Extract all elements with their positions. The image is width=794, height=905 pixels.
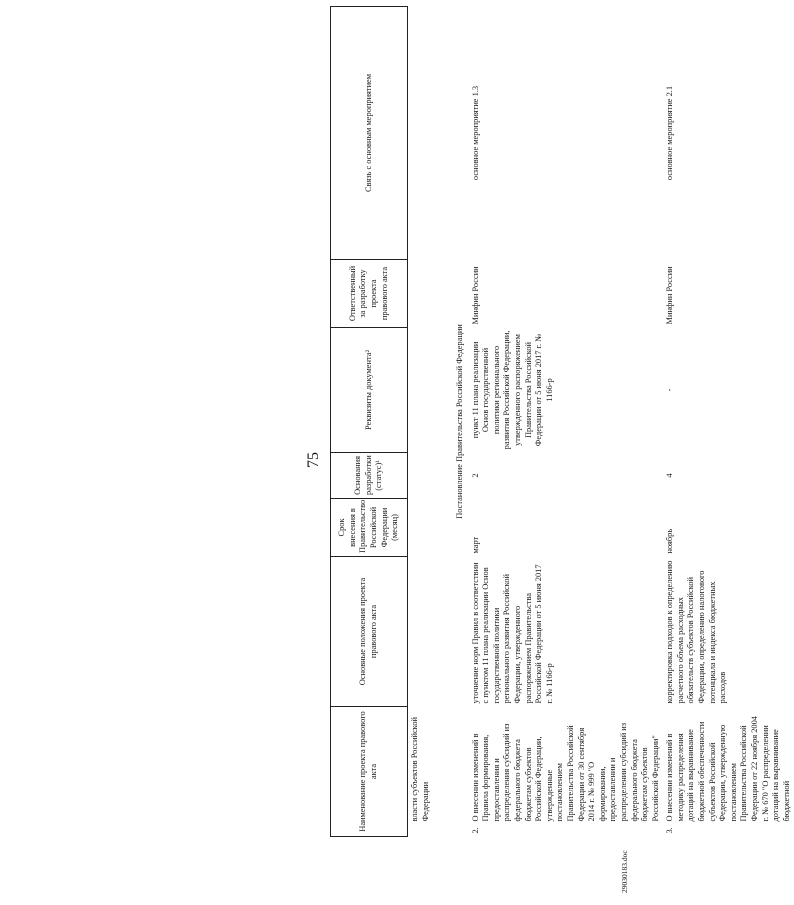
row-provisions: корректировка подходов к определению расчетного объема расходных обязательств субъектов Российской Федерации, определению налогового потенциала и индекса бюджетных расходов [665,560,728,704]
header-link: Связь с основным мероприятием [331,6,408,259]
row-basis: 2 [470,473,480,478]
row-link: основное мероприятие 1.3 [470,85,480,181]
header-provisions: Основные положения проекта правового акта [331,556,408,706]
measures-table [330,6,794,837]
header-requisites: Реквизиты документа² [331,327,408,452]
section-title: Постановление Правительства Российской Федерации [455,324,464,519]
row-responsible: Минфин России [470,266,480,325]
row-link: основное мероприятие 2.1 [665,85,675,181]
table-header-row [331,6,408,836]
table-row [663,6,794,836]
footer-code: 29030183.doc [620,850,629,893]
continuation-text: власти субъектов Российской Федерации [410,717,430,822]
header-name: Наименование проекта правового акта [331,706,408,836]
table-row [469,6,664,836]
header-deadline: Срок внесения в Правительство Российской Федерации (месяц) [331,498,408,556]
row-number: 2. [470,827,480,834]
row-responsible: Минфин России [665,266,675,325]
continuation-row [408,6,453,836]
row-deadline: ноябрь [665,528,675,554]
header-responsible: Ответственный за разработку проекта правового акта [331,259,408,327]
row-name: О внесении изменений в методику распределения дотаций на выравнивание бюджетной обеспеченности субъектов Российской Федерации, утвержденную постановлением Правительства Российской Федерации от 22 ноября 2004 г. № 670 "О распределении дотаций на выравнивание бюджетной [665,716,791,822]
row-basis: 4 [665,473,675,478]
row-requisites: - [665,388,675,392]
page-number: 75 [305,452,322,468]
section-row [452,6,469,836]
row-requisites: пункт 11 плана реализации Основ государственной политики регионального развития Российской Федерации, утвержденного распоряжением Правительства Российской Федерации от 5 июня 2017 г. № 1166-р [470,330,554,450]
row-name: О внесении изменений в Правила формирования, предоставления и распределения субсидий из федерального бюджета бюджетам субъектов Российской Федерации, утвержденные постановлением Правительства Российской Федерации от 30 сентября 2014 г. № 999 "О формировании, предоставлении и распределении субсидий из федерального бюджета бюджетам субъектов Российской Федерации" [470,722,660,822]
header-basis: Основания разработки (статус)¹ [331,452,408,498]
row-provisions: уточнение норм Правил в соответствии с пунктом 11 плана реализации Основ государственной политики регионального развития Российской Федерации, утвержденного распоряжением Правительства Российской Федерации от 5 июня 2017 г. № 1166-р [470,562,554,704]
row-number: 3. [665,827,675,834]
row-deadline: март [470,536,480,554]
